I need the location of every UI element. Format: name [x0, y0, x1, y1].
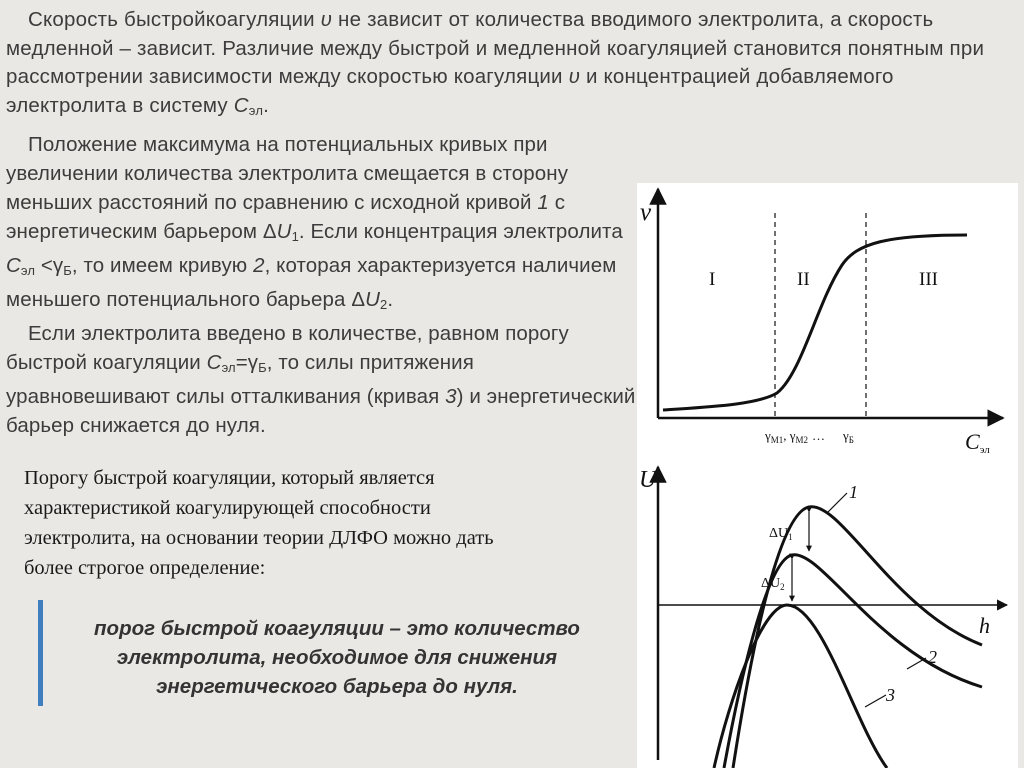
fig2-du2-label: $\Delta U_2$	[761, 576, 785, 592]
fig1-x-tick-labels: $\gamma_{M1}$, $\gamma_{M2}$ … $\gamma_Б$	[765, 428, 854, 445]
p2-text-11: ) и энергетический барьер снижается до нуля.	[6, 385, 636, 437]
p2-text-8: Если электролита введено в количестве, равном порогу быстрой коагуляции	[6, 322, 569, 374]
p2-c1s: эл	[20, 263, 36, 278]
p2-g1: Б	[63, 263, 72, 278]
definition-intro: Порогу быстрой коагуляции, который является характеристикой коагулирующей способности электролита, на основании теории ДЛФО можно дать более строгое определение:	[24, 467, 494, 579]
intro-text-2: не зависит от количества вводимого электролита, а скорость медленной – зависит. Различие между быстрой и медленной коагуляцией становится понятным при рассмотрении зависимости между скоростью коагуляции	[6, 8, 985, 88]
intro-text-4: .	[263, 93, 270, 117]
fig2-label-1-leader	[827, 493, 847, 513]
intro-v: υ	[320, 8, 333, 31]
potential-curves-figure	[637, 455, 1018, 768]
p2-text-4: <γ	[35, 254, 64, 277]
p2-u1: U	[276, 220, 292, 243]
intro-c-sub: эл	[248, 102, 264, 118]
fig2-y-label: U	[639, 467, 657, 493]
intro-text-1: Скорость быстройкоагуляции	[28, 8, 321, 31]
fig1-x-label: Cэл	[965, 429, 990, 455]
p2-text-2: с энергетическим барьером Δ	[6, 191, 566, 243]
p2-text-3: . Если концентрация электролита	[298, 220, 623, 243]
p2-c1: C	[6, 254, 21, 277]
p2-text-7: .	[387, 288, 394, 311]
fig1-region-3: III	[919, 269, 938, 290]
quote-accent-bar	[38, 600, 43, 706]
fig2-curve-label-3: 3	[886, 685, 895, 705]
fig2-curve-label-2: 2	[928, 647, 937, 667]
fig1-y-label: v	[640, 199, 652, 226]
p2-u2: U	[365, 288, 381, 311]
fig2-label-2-leader	[907, 658, 926, 669]
p2-c2: C	[206, 351, 222, 374]
potential-curves-plot	[637, 455, 1018, 768]
potential-paragraph	[6, 130, 636, 440]
p2-text-10: , то силы притяжения уравновешивают силы отталкивания (кривая	[6, 351, 474, 408]
intro-text-3: и концентрацией добавляемого электролита в систему	[6, 65, 894, 117]
fig2-du1-label: $\Delta U_1$	[769, 526, 793, 542]
fig2-curve-label-1: 1	[849, 482, 858, 502]
fig2-curve-1	[733, 507, 982, 768]
p2-text-9: =γ	[235, 351, 259, 374]
p2-text-1: Положение максимума на потенциальных кривых при увеличении количества электролита смещается в сторону меньших расстояний по сравнению с исходной кривой	[6, 133, 569, 214]
p2-text-5: , то имеем кривую	[71, 254, 254, 277]
fig1-region-2: II	[797, 269, 810, 290]
p2-s2: 2	[380, 297, 388, 312]
p2-n3: 3	[445, 385, 457, 408]
fig2-label-3-leader	[865, 695, 886, 707]
intro-paragraph	[6, 6, 1018, 125]
p2-text-6: , которая характеризуется наличием меньшего потенциального барьера Δ	[6, 254, 617, 311]
p2-n2: 2	[253, 254, 265, 277]
p2-s1: 1	[291, 229, 299, 244]
fig1-region-1: I	[709, 269, 716, 290]
coagulation-rate-plot	[637, 183, 1018, 455]
coagulation-rate-figure	[637, 183, 1018, 455]
p2-n1: 1	[537, 191, 549, 214]
intro-c: С	[233, 93, 249, 117]
definition-quote: порог быстрой коагуляции – это количество электролита, необходимое для снижения энергетического барьера до нуля.	[94, 617, 580, 698]
fig1-rate-curve	[663, 235, 967, 410]
p2-c2s: эл	[221, 360, 236, 375]
fig2-x-label: h	[979, 613, 990, 638]
intro-v2: υ	[568, 65, 581, 88]
p2-g2: Б	[258, 360, 267, 375]
